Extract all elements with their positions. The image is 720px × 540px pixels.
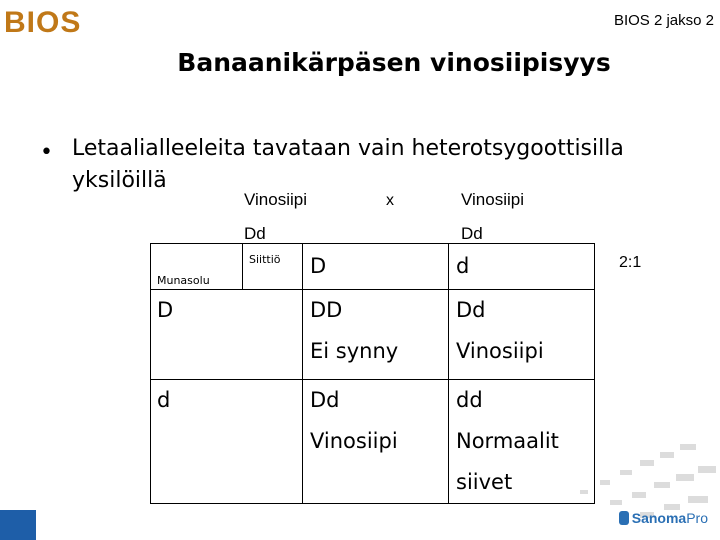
table-row [151, 380, 595, 504]
corner-right-cell [243, 244, 303, 290]
parent1-label: Vinosiipi [244, 190, 308, 209]
cell-DD: DD Ei synny [303, 290, 449, 380]
cell-Dd-2: Dd Vinosiipi [303, 380, 449, 504]
sperm-label: Siittiö [249, 253, 281, 266]
series-label: BIOS 2 jakso 2 [613, 12, 714, 29]
ratio-label: 2:1 [619, 254, 642, 271]
cross-symbol: x [386, 192, 394, 209]
sanomapro-logo: SanomaPro [619, 510, 708, 526]
parent1-genotype: Dd [244, 224, 266, 243]
parent2-genotype: Dd [461, 224, 483, 243]
title-container [0, 48, 720, 77]
cell-Dd-1: Dd Vinosiipi [449, 290, 595, 380]
cell-dd: dd Normaalit siivet [449, 380, 595, 504]
col-header-D: D [303, 244, 449, 290]
bullet-text: Letaalialleeleita tavataan vain heterotsygoottisilla yksilöillä [72, 136, 624, 193]
row-header-d: d [151, 380, 303, 504]
col-header-d: d [449, 244, 595, 290]
table-header-row [151, 244, 595, 290]
punnett-square [150, 243, 595, 504]
parent2-label: Vinosiipi [461, 190, 525, 209]
table-row [151, 290, 595, 380]
corner-left-cell [151, 244, 243, 290]
corner-block [0, 510, 36, 540]
row-header-D: D [151, 290, 303, 380]
bullet-marker: • [40, 140, 53, 165]
sanoma-mark-icon [619, 511, 629, 525]
bios-logo: BIOS [4, 6, 82, 39]
page-title: Banaanikärpäsen vinosiipisyys [177, 48, 611, 77]
egg-label: Munasolu [157, 274, 210, 287]
